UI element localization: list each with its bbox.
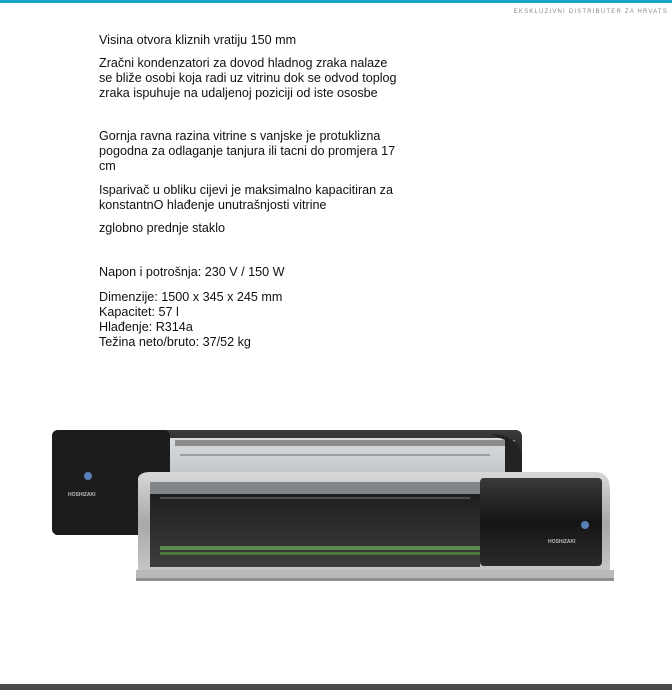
- spec-power: [99, 265, 429, 280]
- glass-text: zglobno prednje staklo: [99, 221, 226, 235]
- top-surface-line-3: cm: [99, 159, 116, 173]
- evaporator-line-1: Isparivač u obliku cijevi je maksimalno kapacitiran za: [99, 183, 393, 197]
- top-surface-line-1: Gornja ravna razina vitrine s vanjske je protuklizna: [99, 129, 381, 143]
- evaporator-line-2: konstantnO hlađenje unutrašnjosti vitrine: [99, 198, 327, 212]
- feature-top-surface: [99, 129, 429, 174]
- feature-condenser: [99, 56, 429, 101]
- condenser-line-2: se bliže osobi koja radi uz vitrinu dok se odvod toplog: [99, 71, 397, 85]
- door-opening-text: Visina otvora kliznih vratiju 150 mm: [99, 33, 297, 47]
- black-unit-logo-icon: [84, 472, 92, 480]
- refrigerant-text: Hlađenje: R314a: [99, 320, 193, 334]
- condenser-line-3: zraka ispuhuje na udaljenoj poziciji od iste ososbe: [99, 86, 378, 100]
- silver-unit-logo-icon: [581, 521, 589, 529]
- condenser-line-1: Zračni kondenzatori za dovod hladnog zraka nalaze: [99, 56, 388, 70]
- feature-door-opening: [99, 33, 429, 48]
- spec-list: [99, 290, 429, 350]
- sushi-showcase-image: [50, 420, 622, 590]
- silver-showcase-unit: [136, 472, 614, 581]
- black-unit-brand: HOSHIZAKI: [68, 492, 96, 498]
- silver-unit-brand: HOSHIZAKI: [548, 539, 576, 545]
- capacity-text: Kapacitet: 57 l: [99, 305, 179, 319]
- bottom-rule: [0, 684, 672, 690]
- weight-text: Težina neto/bruto: 37/52 kg: [99, 335, 251, 349]
- feature-glass: [99, 221, 429, 236]
- top-accent-rule: [0, 0, 672, 3]
- dimensions-text: Dimenzije: 1500 x 345 x 245 mm: [99, 290, 283, 304]
- top-surface-line-2: pogodna za odlaganje tanjura ili tacni do promjera 17: [99, 144, 396, 158]
- power-text: Napon i potrošnja: 230 V / 150 W: [99, 265, 285, 279]
- feature-evaporator: [99, 183, 429, 213]
- distributor-label: EKSKLUZIVNI DISTRIBUTER ZA HRVATS: [513, 9, 668, 15]
